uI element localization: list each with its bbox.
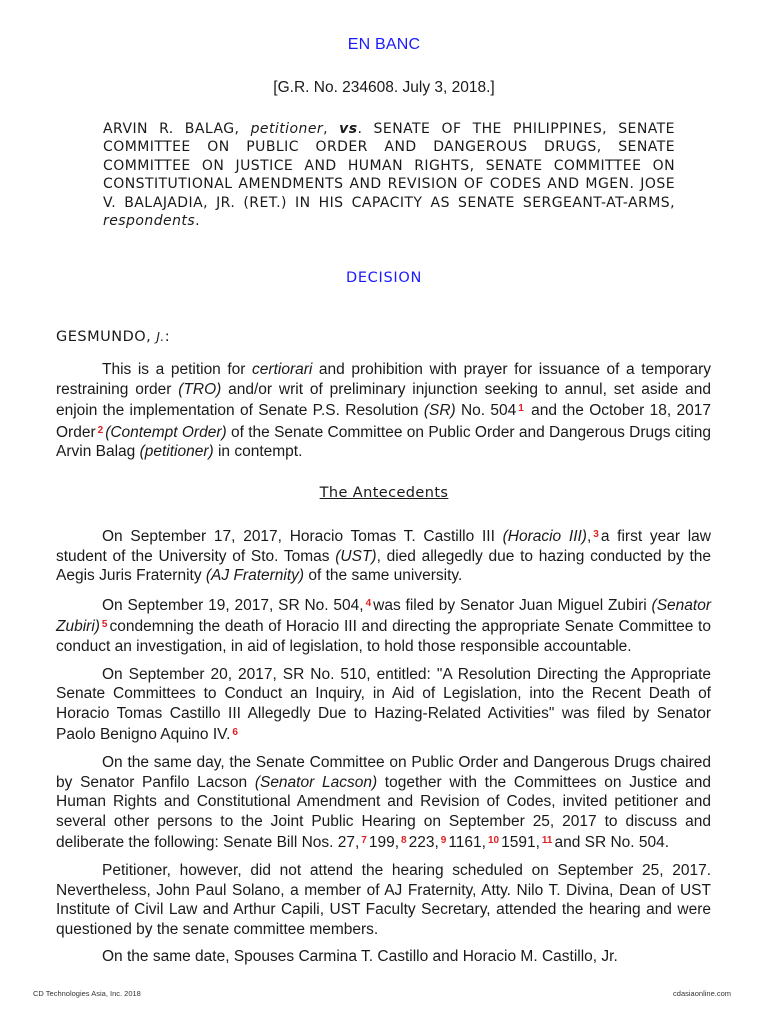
text-run: was filed by Senator Juan Miguel Zubiri bbox=[373, 596, 652, 614]
antecedents-block bbox=[56, 525, 711, 975]
text-run: 223, bbox=[408, 834, 439, 852]
text-run: 1161, bbox=[448, 834, 486, 852]
text-run: 1591, bbox=[501, 834, 540, 852]
footnote-link[interactable]: 2 bbox=[97, 424, 104, 436]
footnote-link[interactable]: 9 bbox=[440, 835, 447, 847]
text-run: in contempt. bbox=[213, 443, 303, 461]
footer-website: cdasiaonline.com bbox=[673, 989, 731, 998]
paragraph-horacio bbox=[56, 525, 711, 586]
text-run: and/or writ of preliminary injunction seeking to annul, set aside and enjoin the implementation of Senate P.S. Resolution bbox=[56, 380, 711, 420]
text-run: On September 20, 2017, SR No. 510, entitled: "A Resolution Directing the Appropriate Senate Committees to Conduct an Inquiry, in Aid of Legislation, into the Recent Death of Horacio Tomas Castillo III Allegedly Due to Hazing-Related Activities" was filed by Senator Paolo Benigno Aquino IV. bbox=[56, 665, 711, 744]
footnote-link[interactable]: 6 bbox=[232, 727, 238, 739]
text-run: , bbox=[586, 528, 592, 545]
paragraph-intro bbox=[56, 360, 711, 462]
decision-title: DECISION bbox=[345, 270, 423, 286]
text-run: condemning the death of Horacio III and directing the appropriate Senate Committee to conduct an investigation, in aid of legislation, to hold those responsible accountable. bbox=[56, 618, 711, 655]
paragraph-absence: Petitioner, however, did not attend the hearing scheduled on September 25, 2017. Nevertheless, John Paul Solano, a member of AJ Fraternity, Atty. Nilo T. Divina, Dean of UST Institute of Civil Law and Arthur Capili, UST Faculty Secretary, attended the hearing and were questioned by the senate committee members. bbox=[56, 861, 711, 938]
footnote-link[interactable]: 4 bbox=[365, 597, 372, 609]
text-run: On September 19, 2017, SR No. 504, bbox=[102, 596, 364, 614]
respondents-role: respondents bbox=[103, 213, 196, 230]
text-run: (Senator Lacson) bbox=[254, 773, 378, 791]
section-heading: The Antecedents bbox=[319, 485, 449, 501]
paragraph-sr510 bbox=[56, 665, 711, 745]
paragraph-sr504 bbox=[56, 594, 711, 657]
text-run: of the Senate Committee on Public Order and Dangerous Drugs citing Arvin Balag bbox=[56, 423, 712, 461]
text-run: 199, bbox=[368, 834, 400, 852]
footnote-link[interactable]: 8 bbox=[401, 835, 407, 847]
footnote-link[interactable]: 11 bbox=[541, 835, 553, 847]
ponente-suffix: J. bbox=[156, 330, 165, 344]
case-number: [G.R. No. 234608. July 3, 2018.] bbox=[273, 79, 495, 96]
text-run: (Horacio III) bbox=[502, 528, 587, 545]
ponente: GESMUNDO, J.: bbox=[56, 329, 171, 345]
footnote-link[interactable]: 1 bbox=[518, 403, 524, 415]
text-run: This is a petition for bbox=[102, 361, 253, 378]
text-run: (petitioner) bbox=[139, 443, 214, 461]
paragraph-hearing bbox=[56, 753, 711, 853]
text-run: (Contempt Order) bbox=[105, 423, 227, 441]
text-run: No. 504 bbox=[455, 402, 517, 420]
text-run: (Senator Zubiri) bbox=[56, 596, 711, 636]
parties-end: . bbox=[195, 213, 201, 230]
text-run: (UST) bbox=[335, 547, 377, 565]
text-run: On the same day, the Senate Committee on Public Order and Dangerous Drugs chaired by Senator Panfilo Lacson bbox=[56, 753, 711, 791]
footnote-link[interactable]: 3 bbox=[593, 529, 599, 540]
text-run: of the same university. bbox=[304, 567, 463, 585]
respondents-names: . SENATE OF THE PHILIPPINES, SENATE COMMITTEE ON PUBLIC ORDER AND DANGEROUS DRUGS, SENATE COMMITTEE ON JUSTICE AND HUMAN RIGHTS, SENATE COMMITTEE ON CONSTITUTIONAL AMENDMENTS AND REVISION OF CODES AND MGEN. JOSE V. BALAJADIA, JR. (RET.) IN HIS CAPACITY AS SENATE SERGEANT-AT-ARMS, bbox=[103, 121, 675, 211]
text-run: (AJ Fraternity) bbox=[205, 567, 305, 585]
parties-separator: , bbox=[323, 121, 340, 137]
petitioner-role: petitioner bbox=[250, 121, 324, 137]
footnote-link[interactable]: 10 bbox=[487, 835, 500, 847]
footnote-link[interactable]: 7 bbox=[361, 835, 367, 847]
text-run: and SR No. 504. bbox=[554, 834, 670, 852]
paragraph-spouses: On the same date, Spouses Carmina T. Castillo and Horacio M. Castillo, Jr. bbox=[102, 948, 618, 966]
text-run: and prohibition with prayer for issuance of a temporary restraining order bbox=[56, 361, 711, 398]
versus: vs bbox=[339, 121, 358, 137]
text-run: together with the Committees on Justice and Human Rights and Constitutional Amendment and Revision of Codes, invited petitioner and several other persons to the Joint Public Hearing on September 25, 2017 to discuss and deliberate the following: Senate Bill Nos. 27, bbox=[56, 773, 711, 852]
footnote-link[interactable]: 5 bbox=[101, 619, 108, 631]
petitioner-name: ARVIN R. BALAG, bbox=[103, 121, 251, 137]
text-run: On September 17, 2017, Horacio Tomas T. Castillo III bbox=[102, 528, 503, 545]
text-run: certiorari bbox=[252, 361, 313, 378]
text-run: (TRO) bbox=[178, 380, 222, 398]
ponente-name: GESMUNDO, bbox=[56, 329, 157, 345]
case-parties bbox=[103, 120, 675, 230]
footer-publisher: CD Technologies Asia, Inc. 2018 bbox=[33, 989, 141, 998]
intro-block bbox=[56, 360, 711, 470]
text-run: and the October 18, 2017 Order bbox=[56, 402, 711, 441]
text-run: a first year law student of the University of Sto. Tomas bbox=[56, 528, 711, 565]
court-division: EN BANC bbox=[347, 36, 421, 53]
text-run: (SR) bbox=[423, 402, 456, 420]
text-run: , died allegedly due to hazing conducted by the Aegis Juris Fraternity bbox=[56, 547, 712, 585]
